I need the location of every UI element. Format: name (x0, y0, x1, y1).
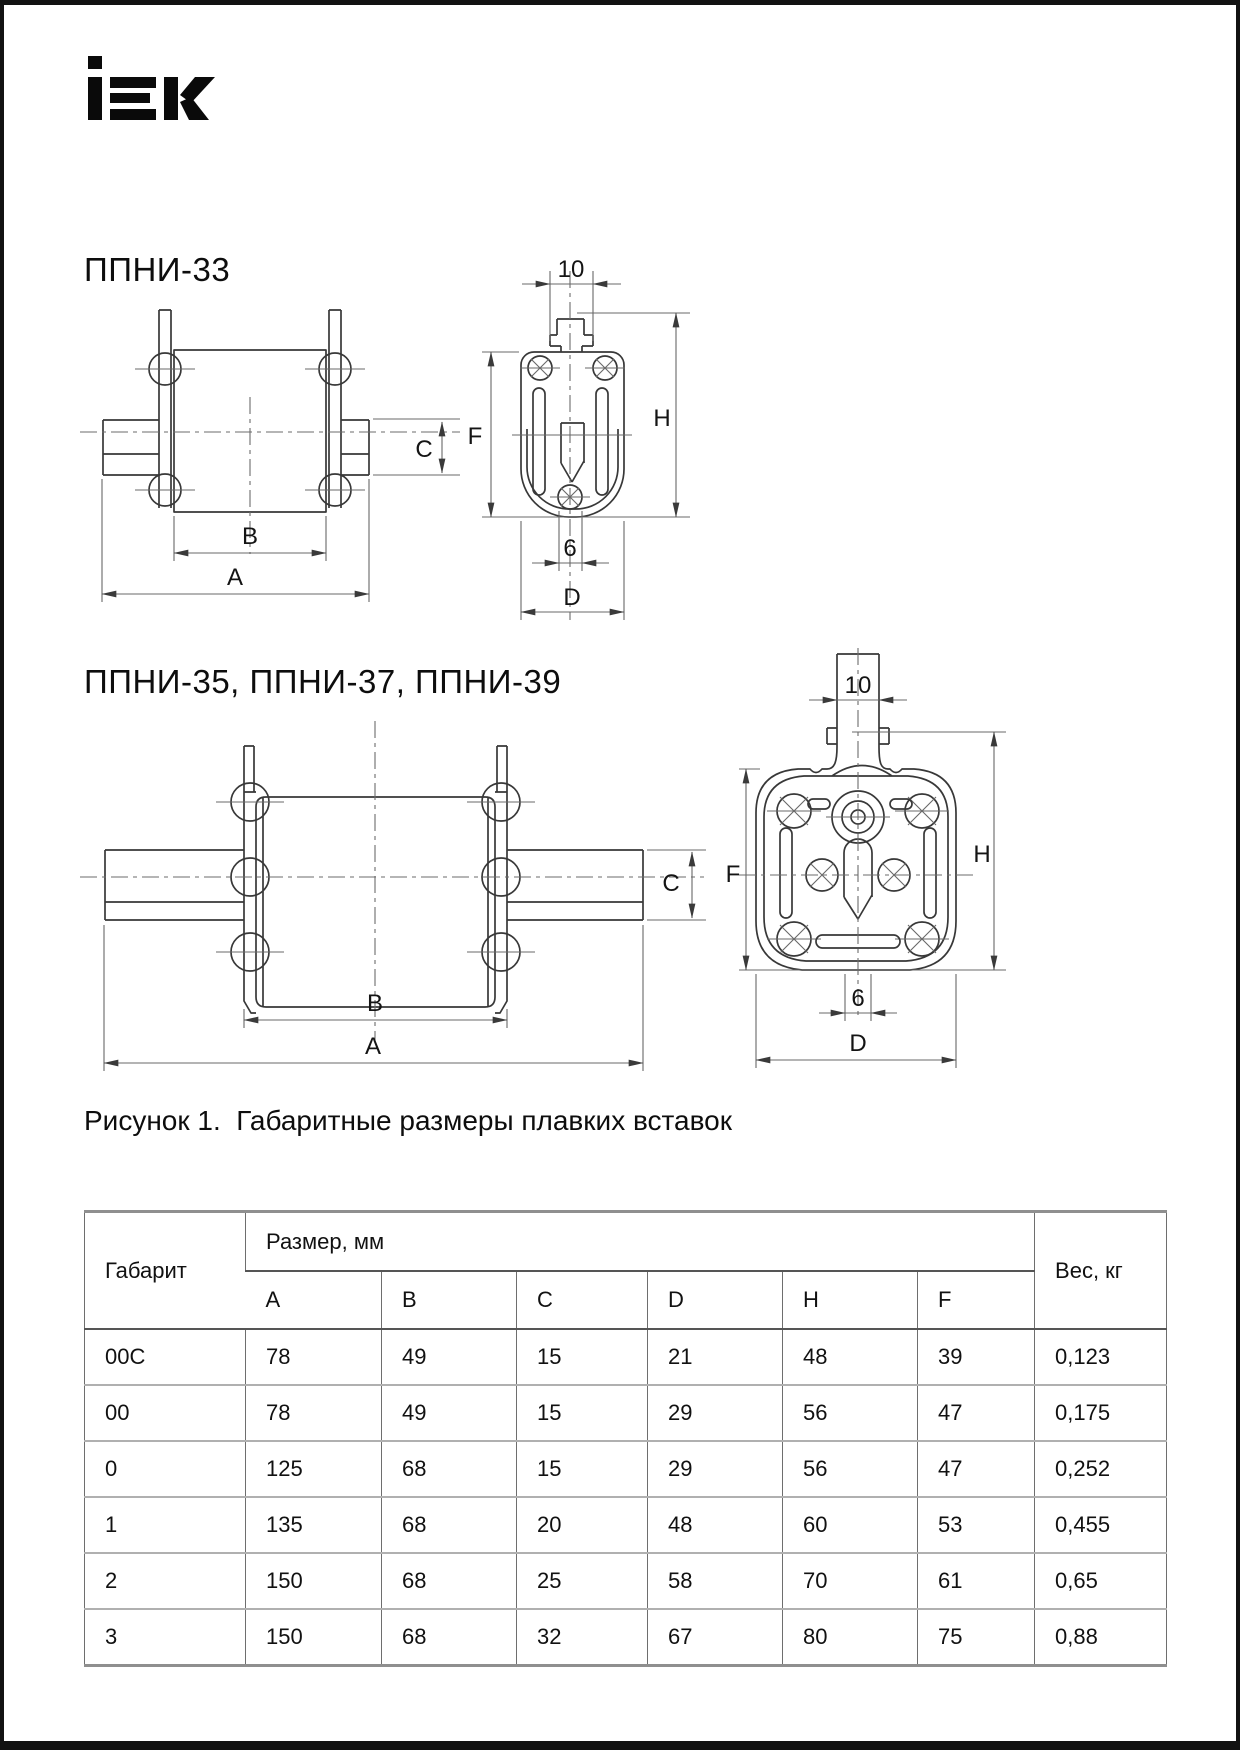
cell-a: 150 (246, 1609, 382, 1666)
dim-label-10: 10 (557, 256, 585, 283)
cell-d: 21 (648, 1329, 783, 1385)
side-slot-left (780, 828, 792, 918)
cell-a: 125 (246, 1441, 382, 1497)
subcol-h: H (783, 1271, 918, 1329)
side-slot-right (924, 828, 936, 918)
col-header-weight: Вес, кг (1035, 1212, 1167, 1330)
cell-h: 56 (783, 1385, 918, 1441)
subcol-a: A (246, 1271, 382, 1329)
top-blade (550, 319, 593, 352)
cell-c: 15 (517, 1329, 648, 1385)
cell-c: 32 (517, 1609, 648, 1666)
dim-ext-lines (482, 271, 690, 620)
ppni-33-front-view (468, 256, 690, 620)
dim-label-h: H (973, 841, 991, 868)
section-label-ppni-35-37-39: ППНИ-35, ППНИ-37, ППНИ-39 (84, 663, 562, 700)
cell-weight: 0,123 (1035, 1329, 1167, 1385)
cell-f: 75 (918, 1609, 1035, 1666)
table-row (85, 1553, 1167, 1609)
cell-f: 53 (918, 1497, 1035, 1553)
cell-gabarit: 00 (85, 1385, 246, 1441)
dim-label-a: A (226, 564, 244, 591)
cell-weight: 0,88 (1035, 1609, 1167, 1666)
figure-caption: Рисунок 1. Габаритные размеры плавких вставок (84, 1105, 733, 1136)
cell-weight: 0,252 (1035, 1441, 1167, 1497)
subcol-f: F (918, 1271, 1035, 1329)
cell-b: 68 (382, 1497, 517, 1553)
table-row (85, 1329, 1167, 1385)
cell-c: 20 (517, 1497, 648, 1553)
cell-f: 47 (918, 1441, 1035, 1497)
cell-a: 78 (246, 1329, 382, 1385)
cell-f: 47 (918, 1385, 1035, 1441)
cell-gabarit: 1 (85, 1497, 246, 1553)
dim-ext-lines (104, 850, 706, 1071)
cell-weight: 0,455 (1035, 1497, 1167, 1553)
section-label-ppni-33: ППНИ-33 (84, 251, 231, 288)
cell-h: 56 (783, 1441, 918, 1497)
table-row (85, 1497, 1167, 1553)
cell-b: 68 (382, 1441, 517, 1497)
cell-c: 15 (517, 1385, 648, 1441)
cell-gabarit: 2 (85, 1553, 246, 1609)
cell-h: 48 (783, 1329, 918, 1385)
cell-f: 39 (918, 1329, 1035, 1385)
cell-h: 60 (783, 1497, 918, 1553)
side-slot-right (596, 388, 608, 495)
dim-label-h: H (653, 405, 671, 432)
cell-gabarit: 0 (85, 1441, 246, 1497)
dim-label-b: B (241, 523, 259, 550)
dim-label-6: 6 (851, 985, 865, 1012)
cell-b: 49 (382, 1385, 517, 1441)
cell-a: 78 (246, 1385, 382, 1441)
dim-label-d: D (563, 584, 581, 611)
cell-gabarit: 00C (85, 1329, 246, 1385)
ppni-35-front-view (726, 648, 1006, 1068)
cell-weight: 0,175 (1035, 1385, 1167, 1441)
dim-label-c: C (662, 870, 680, 897)
cell-d: 29 (648, 1441, 783, 1497)
hole-cross-marks (520, 359, 625, 506)
cell-f: 61 (918, 1553, 1035, 1609)
cell-d: 67 (648, 1609, 783, 1666)
col-header-size: Размер, мм (246, 1212, 1035, 1272)
cell-a: 135 (246, 1497, 382, 1553)
terminal-strips (105, 850, 643, 920)
dimensions-table (84, 1210, 1166, 1667)
cell-b: 68 (382, 1609, 517, 1666)
subcol-b: B (382, 1271, 517, 1329)
dim-label-c: C (415, 436, 433, 463)
dimension-drawings (4, 5, 1240, 1105)
cell-a: 150 (246, 1553, 382, 1609)
cell-gabarit: 3 (85, 1609, 246, 1666)
dim-label-a: A (364, 1033, 382, 1060)
cell-d: 29 (648, 1385, 783, 1441)
dim-label-d: D (849, 1030, 867, 1057)
side-slot-left (533, 388, 545, 495)
dim-label-f: F (467, 423, 483, 450)
dim-label-6: 6 (563, 535, 577, 562)
dim-ext-lines (102, 419, 460, 602)
table-row (85, 1441, 1167, 1497)
cell-b: 49 (382, 1329, 517, 1385)
ppni-35-side-view (80, 721, 706, 1071)
dim-label-f: F (725, 861, 741, 888)
subcol-c: C (517, 1271, 648, 1329)
dim-label-10: 10 (844, 672, 872, 699)
cell-c: 25 (517, 1553, 648, 1609)
subcol-d: D (648, 1271, 783, 1329)
cell-d: 58 (648, 1553, 783, 1609)
cell-b: 68 (382, 1553, 517, 1609)
cell-c: 15 (517, 1441, 648, 1497)
indicator-keyhole (561, 423, 584, 482)
cell-d: 48 (648, 1497, 783, 1553)
table-row (85, 1609, 1167, 1666)
cell-weight: 0,65 (1035, 1553, 1167, 1609)
cell-h: 80 (783, 1609, 918, 1666)
dim-label-b: B (366, 990, 384, 1017)
ppni-33-side-view (80, 310, 460, 602)
contact-holes (528, 356, 617, 509)
cell-h: 70 (783, 1553, 918, 1609)
table-row (85, 1385, 1167, 1441)
col-header-gabarit: Габарит (105, 1257, 187, 1283)
